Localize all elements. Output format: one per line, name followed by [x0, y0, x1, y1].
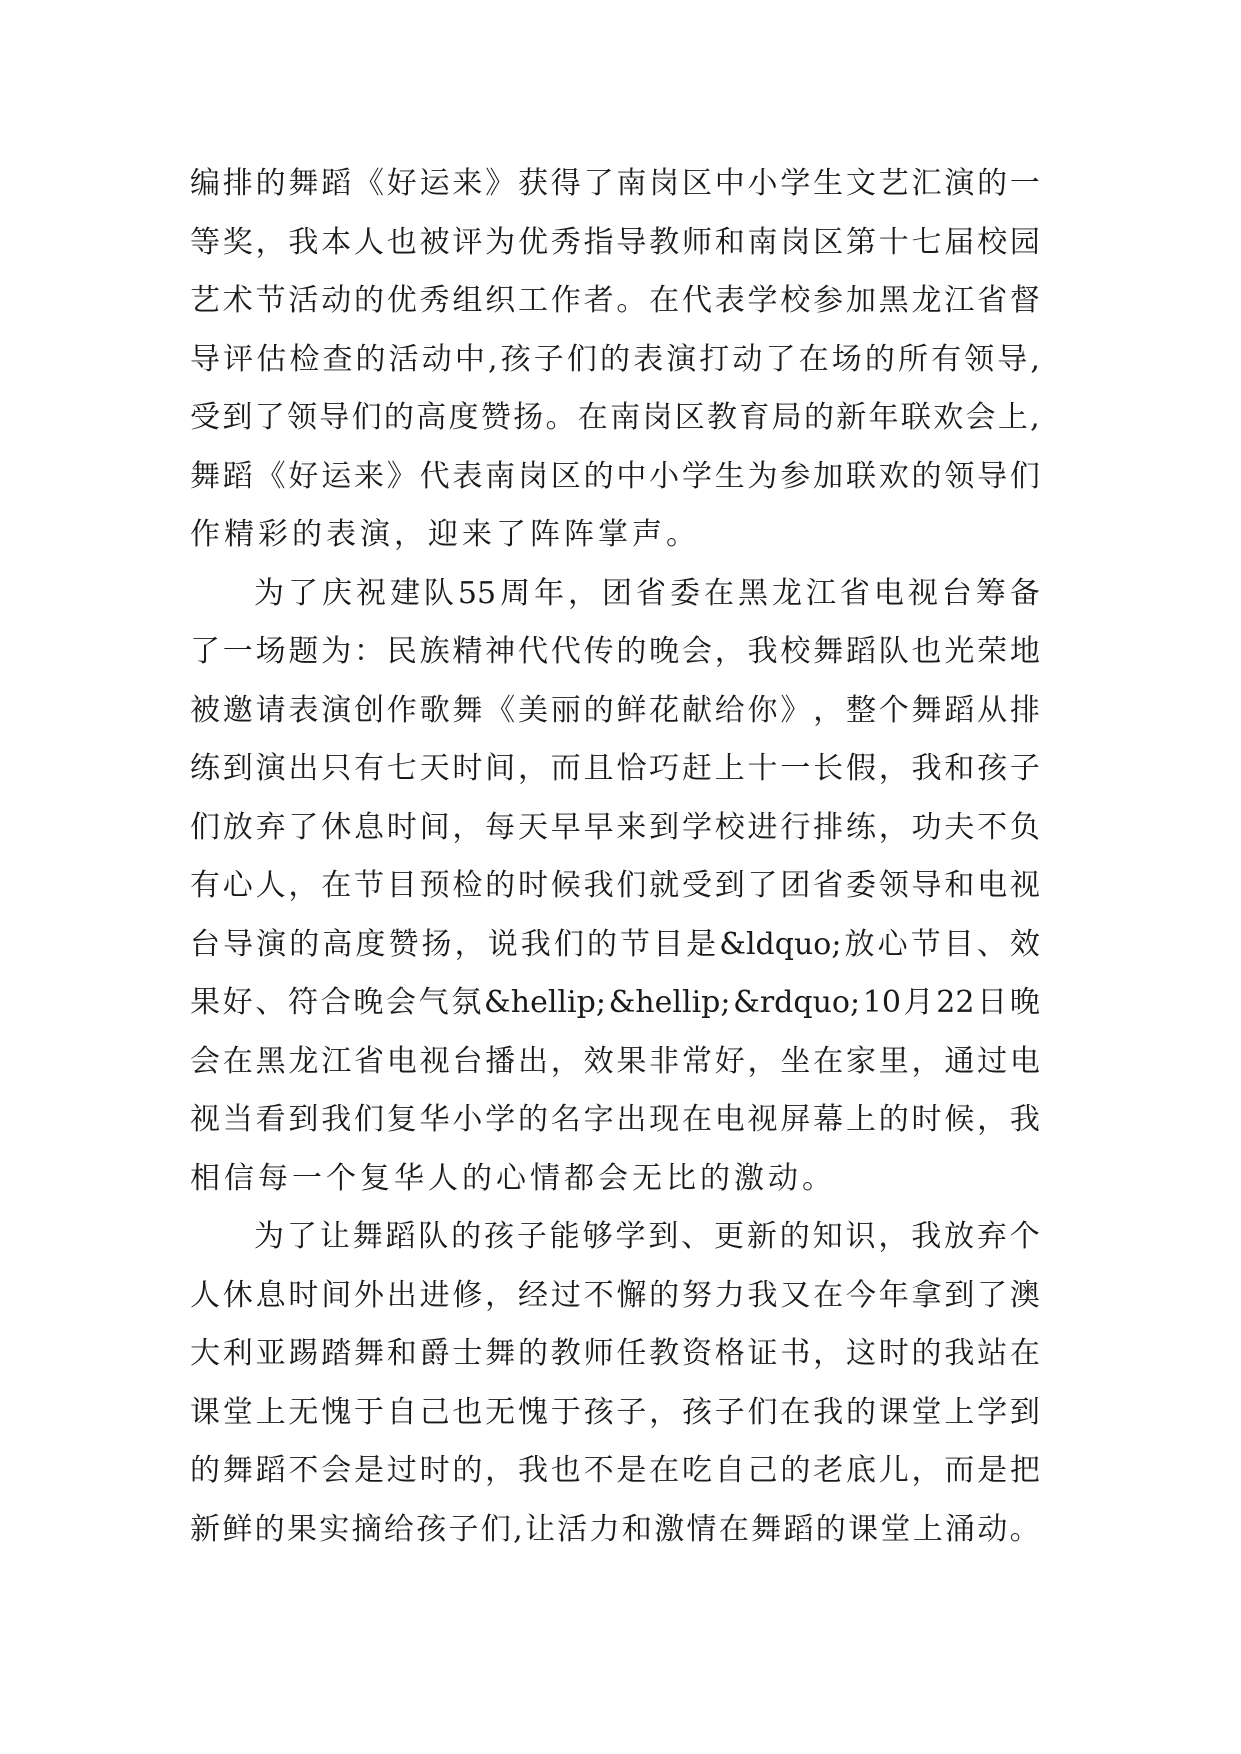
text-line: 有 心 人 ， 在 节 目 预 检 的 时 候 我 们 就 受 到 了 团 省 委 领 导 和 电 视 [190, 868, 1040, 903]
text-line: 新 鲜 的 果 实 摘 给 孩 子 们 , 让 活 力 和 激 情 在 舞 蹈 的 课 堂 上 涌 动 。 [190, 1511, 1040, 1547]
paragraph-3 [190, 1208, 1040, 1559]
paragraph-1 [190, 155, 1040, 565]
text-line: 相信每一个复华人的心情都会无比的激动。 [190, 1160, 836, 1196]
text-line: 受 到 了 领 导 们 的 高 度 赞 扬 。 在 南 岗 区 教 育 局 的 新 年 联 欢 会 上 , [190, 400, 1040, 435]
text-line: 舞 蹈 《 好 运 来 》 代 表 南 岗 区 的 中 小 学 生 为 参 加 联 欢 的 领 导 们 [190, 458, 1040, 494]
text-line: 的 舞 蹈 不 会 是 过 时 的 ， 我 也 不 是 在 吃 自 己 的 老 底 儿 ， 而 是 把 [190, 1453, 1040, 1488]
text-line: 人 休 息 时 间 外 出 进 修 ， 经 过 不 懈 的 努 力 我 又 在 今 年 拿 到 了 澳 [190, 1277, 1040, 1313]
text-line: 导 评 估 检 查 的 活 动 中 , 孩 子 们 的 表 演 打 动 了 在 场 的 所 有 领 导 , [190, 341, 1040, 377]
text-line: 为 了 让 舞 蹈 队 的 孩 子 能 够 学 到 、 更 新 的 知 识 ， 我 放 弃 个 [254, 1219, 1040, 1254]
document-body [190, 155, 1040, 1559]
text-line: 视 当 看 到 我 们 复 华 小 学 的 名 字 出 现 在 电 视 屏 幕 上 的 时 候 ， 我 [190, 1102, 1040, 1137]
text-line: 果 好 、 符 合 晚 会 气 氛 &hellip; &hellip; &rdquo; 10 月 22 日 晚 [190, 985, 1040, 1020]
text-line: 为 了 庆 祝 建 队 55 周 年 ， 团 省 委 在 黑 龙 江 省 电 视 台 筹 备 [254, 575, 1040, 611]
paragraph-2 [190, 565, 1040, 1209]
text-line: 们 放 弃 了 休 息 时 间 ， 每 天 早 早 来 到 学 校 进 行 排 练 ， 功 夫 不 负 [190, 809, 1040, 845]
text-line: 台 导 演 的 高 度 赞 扬 ， 说 我 们 的 节 目 是 &ldquo; 放 心 节 目 、 效 [190, 926, 1040, 962]
text-line: 大 利 亚 踢 踏 舞 和 爵 士 舞 的 教 师 任 教 资 格 证 书 ， 这 时 的 我 站 在 [190, 1336, 1040, 1371]
text-line: 等 奖 ， 我 本 人 也 被 评 为 优 秀 指 导 教 师 和 南 岗 区 第 十 七 届 校 园 [190, 224, 1040, 260]
text-line: 作精彩的表演，迎来了阵阵掌声。 [190, 517, 700, 552]
text-line: 了 一 场 题 为 ： 民 族 精 神 代 代 传 的 晚 会 ， 我 校 舞 蹈 队 也 光 荣 地 [190, 634, 1040, 669]
text-line: 艺 术 节 活 动 的 优 秀 组 织 工 作 者 。 在 代 表 学 校 参 加 黑 龙 江 省 督 [190, 283, 1040, 318]
text-line: 被 邀 请 表 演 创 作 歌 舞 《 美 丽 的 鲜 花 献 给 你 》 ， 整 个 舞 蹈 从 排 [190, 692, 1040, 728]
text-line: 会 在 黑 龙 江 省 电 视 台 播 出 ， 效 果 非 常 好 ， 坐 在 家 里 ， 通 过 电 [190, 1043, 1040, 1079]
text-line: 编 排 的 舞 蹈 《 好 运 来 》 获 得 了 南 岗 区 中 小 学 生 文 艺 汇 演 的 一 [190, 166, 1040, 201]
text-line: 练 到 演 出 只 有 七 天 时 间 ， 而 且 恰 巧 赶 上 十 一 长 假 ， 我 和 孩 子 [190, 751, 1040, 786]
text-line: 课 堂 上 无 愧 于 自 己 也 无 愧 于 孩 子 ， 孩 子 们 在 我 的 课 堂 上 学 到 [190, 1394, 1040, 1430]
